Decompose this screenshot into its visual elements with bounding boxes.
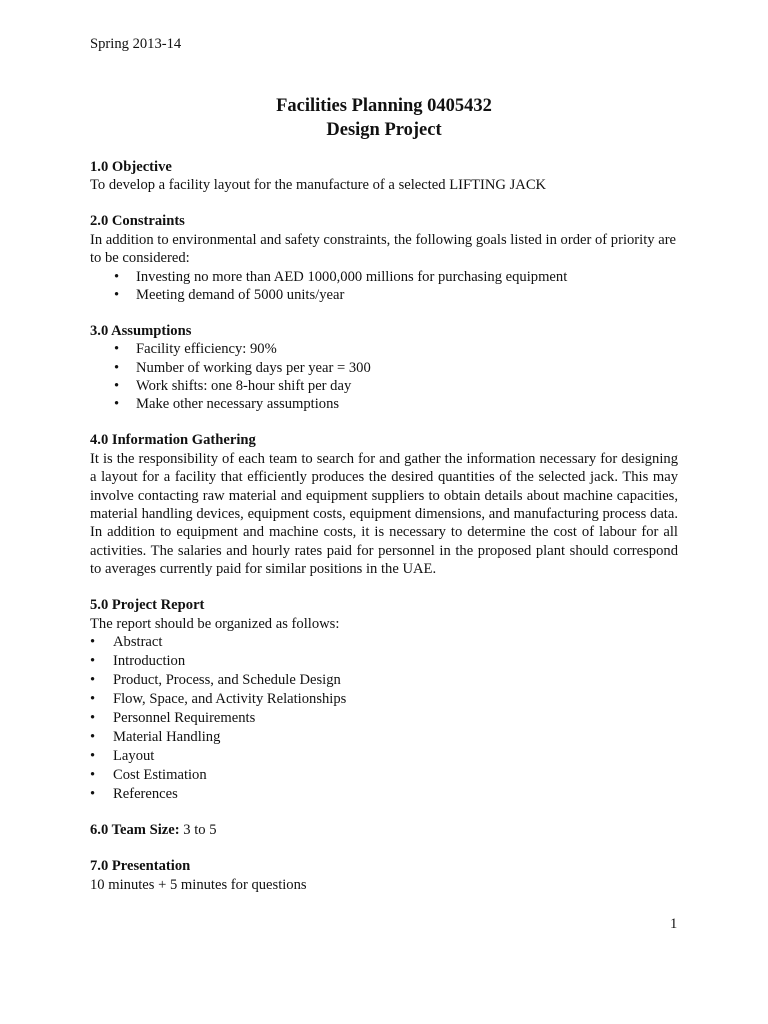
bullet-icon: •	[90, 728, 96, 745]
title-course: Facilities Planning 0405432	[276, 96, 492, 116]
bullet-icon: •	[90, 633, 96, 650]
bullet-icon: •	[114, 396, 120, 413]
bullet-icon: •	[90, 785, 96, 802]
team-size-heading: 6.0 Team Size:	[90, 822, 180, 839]
document-title	[0, 94, 768, 142]
list-item: • Investing no more than AED 1000,000 millions for purchasing equipment	[114, 268, 568, 285]
bullet-icon: •	[114, 268, 120, 285]
team-size-line	[90, 821, 678, 839]
list-item: • Number of working days per year = 300	[114, 359, 371, 376]
list-item: • Abstract	[90, 633, 163, 650]
bullet-icon: •	[114, 359, 120, 376]
report-text: The report should be organized as follows:	[90, 615, 340, 632]
list-item: • Material Handling	[90, 728, 221, 745]
title-project: Design Project	[326, 120, 442, 140]
bullet-icon: •	[90, 652, 96, 669]
list-item: • Make other necessary assumptions	[114, 396, 340, 413]
list-item: • Meeting demand of 5000 units/year	[114, 286, 345, 303]
document-body	[90, 158, 678, 894]
list-item: • Personnel Requirements	[90, 709, 256, 726]
bullet-icon: •	[90, 709, 96, 726]
page-number: 1	[670, 916, 678, 932]
presentation-text: 10 minutes + 5 minutes for questions	[90, 876, 307, 893]
list-item: • Work shifts: one 8-hour shift per day	[114, 378, 352, 395]
term-header: Spring 2013-14	[90, 36, 182, 52]
list-item: • Flow, Space, and Activity Relationships	[90, 690, 347, 707]
list-item: • Product, Process, and Schedule Design	[90, 671, 341, 688]
list-item: • Facility efficiency: 90%	[114, 341, 277, 358]
assumptions-heading: 3.0 Assumptions	[90, 322, 192, 339]
bullet-icon: •	[90, 690, 96, 707]
bullet-icon: •	[90, 766, 96, 783]
report-heading: 5.0 Project Report	[90, 597, 205, 614]
constraints-heading: 2.0 Constraints	[90, 213, 185, 230]
list-item: • Introduction	[90, 652, 186, 669]
bullet-icon: •	[90, 671, 96, 688]
assumptions-list	[90, 340, 678, 414]
bullet-icon: •	[90, 747, 96, 764]
constraints-list	[90, 268, 678, 305]
team-size-value: 3 to 5	[183, 822, 217, 839]
bullet-icon: •	[114, 378, 120, 395]
information-text: It is the responsibility of each team to search for and gather the information necessary for designing a layout for a facility that efficiently produces the desired quantities of the selected jack. This may involve contacting raw material and equipment suppliers to obtain details about machine capacities, material handling devices, equipment costs, equipment dimensions, and manufacturing process data. In addition to equipment and machine costs, it is necessary to determine the cost of labour for all activities. The salaries and hourly rates paid for personnel in the proposed plant should correspond to averages currently paid for similar positions in the UAE.	[90, 450, 678, 578]
bullet-icon: •	[114, 286, 120, 303]
list-item: • Cost Estimation	[90, 766, 207, 783]
constraints-text: In addition to environmental and safety constraints, the following goals listed in order of priority are to be considered:	[90, 231, 677, 267]
bullet-icon: •	[114, 341, 120, 358]
list-item: • References	[90, 785, 178, 802]
report-outline-list	[90, 633, 678, 804]
presentation-heading: 7.0 Presentation	[90, 858, 191, 875]
objective-heading: 1.0 Objective	[90, 159, 172, 175]
list-item: • Layout	[90, 747, 155, 764]
objective-text: To develop a facility layout for the manufacture of a selected LIFTING JACK	[90, 177, 547, 194]
information-heading: 4.0 Information Gathering	[90, 432, 256, 449]
